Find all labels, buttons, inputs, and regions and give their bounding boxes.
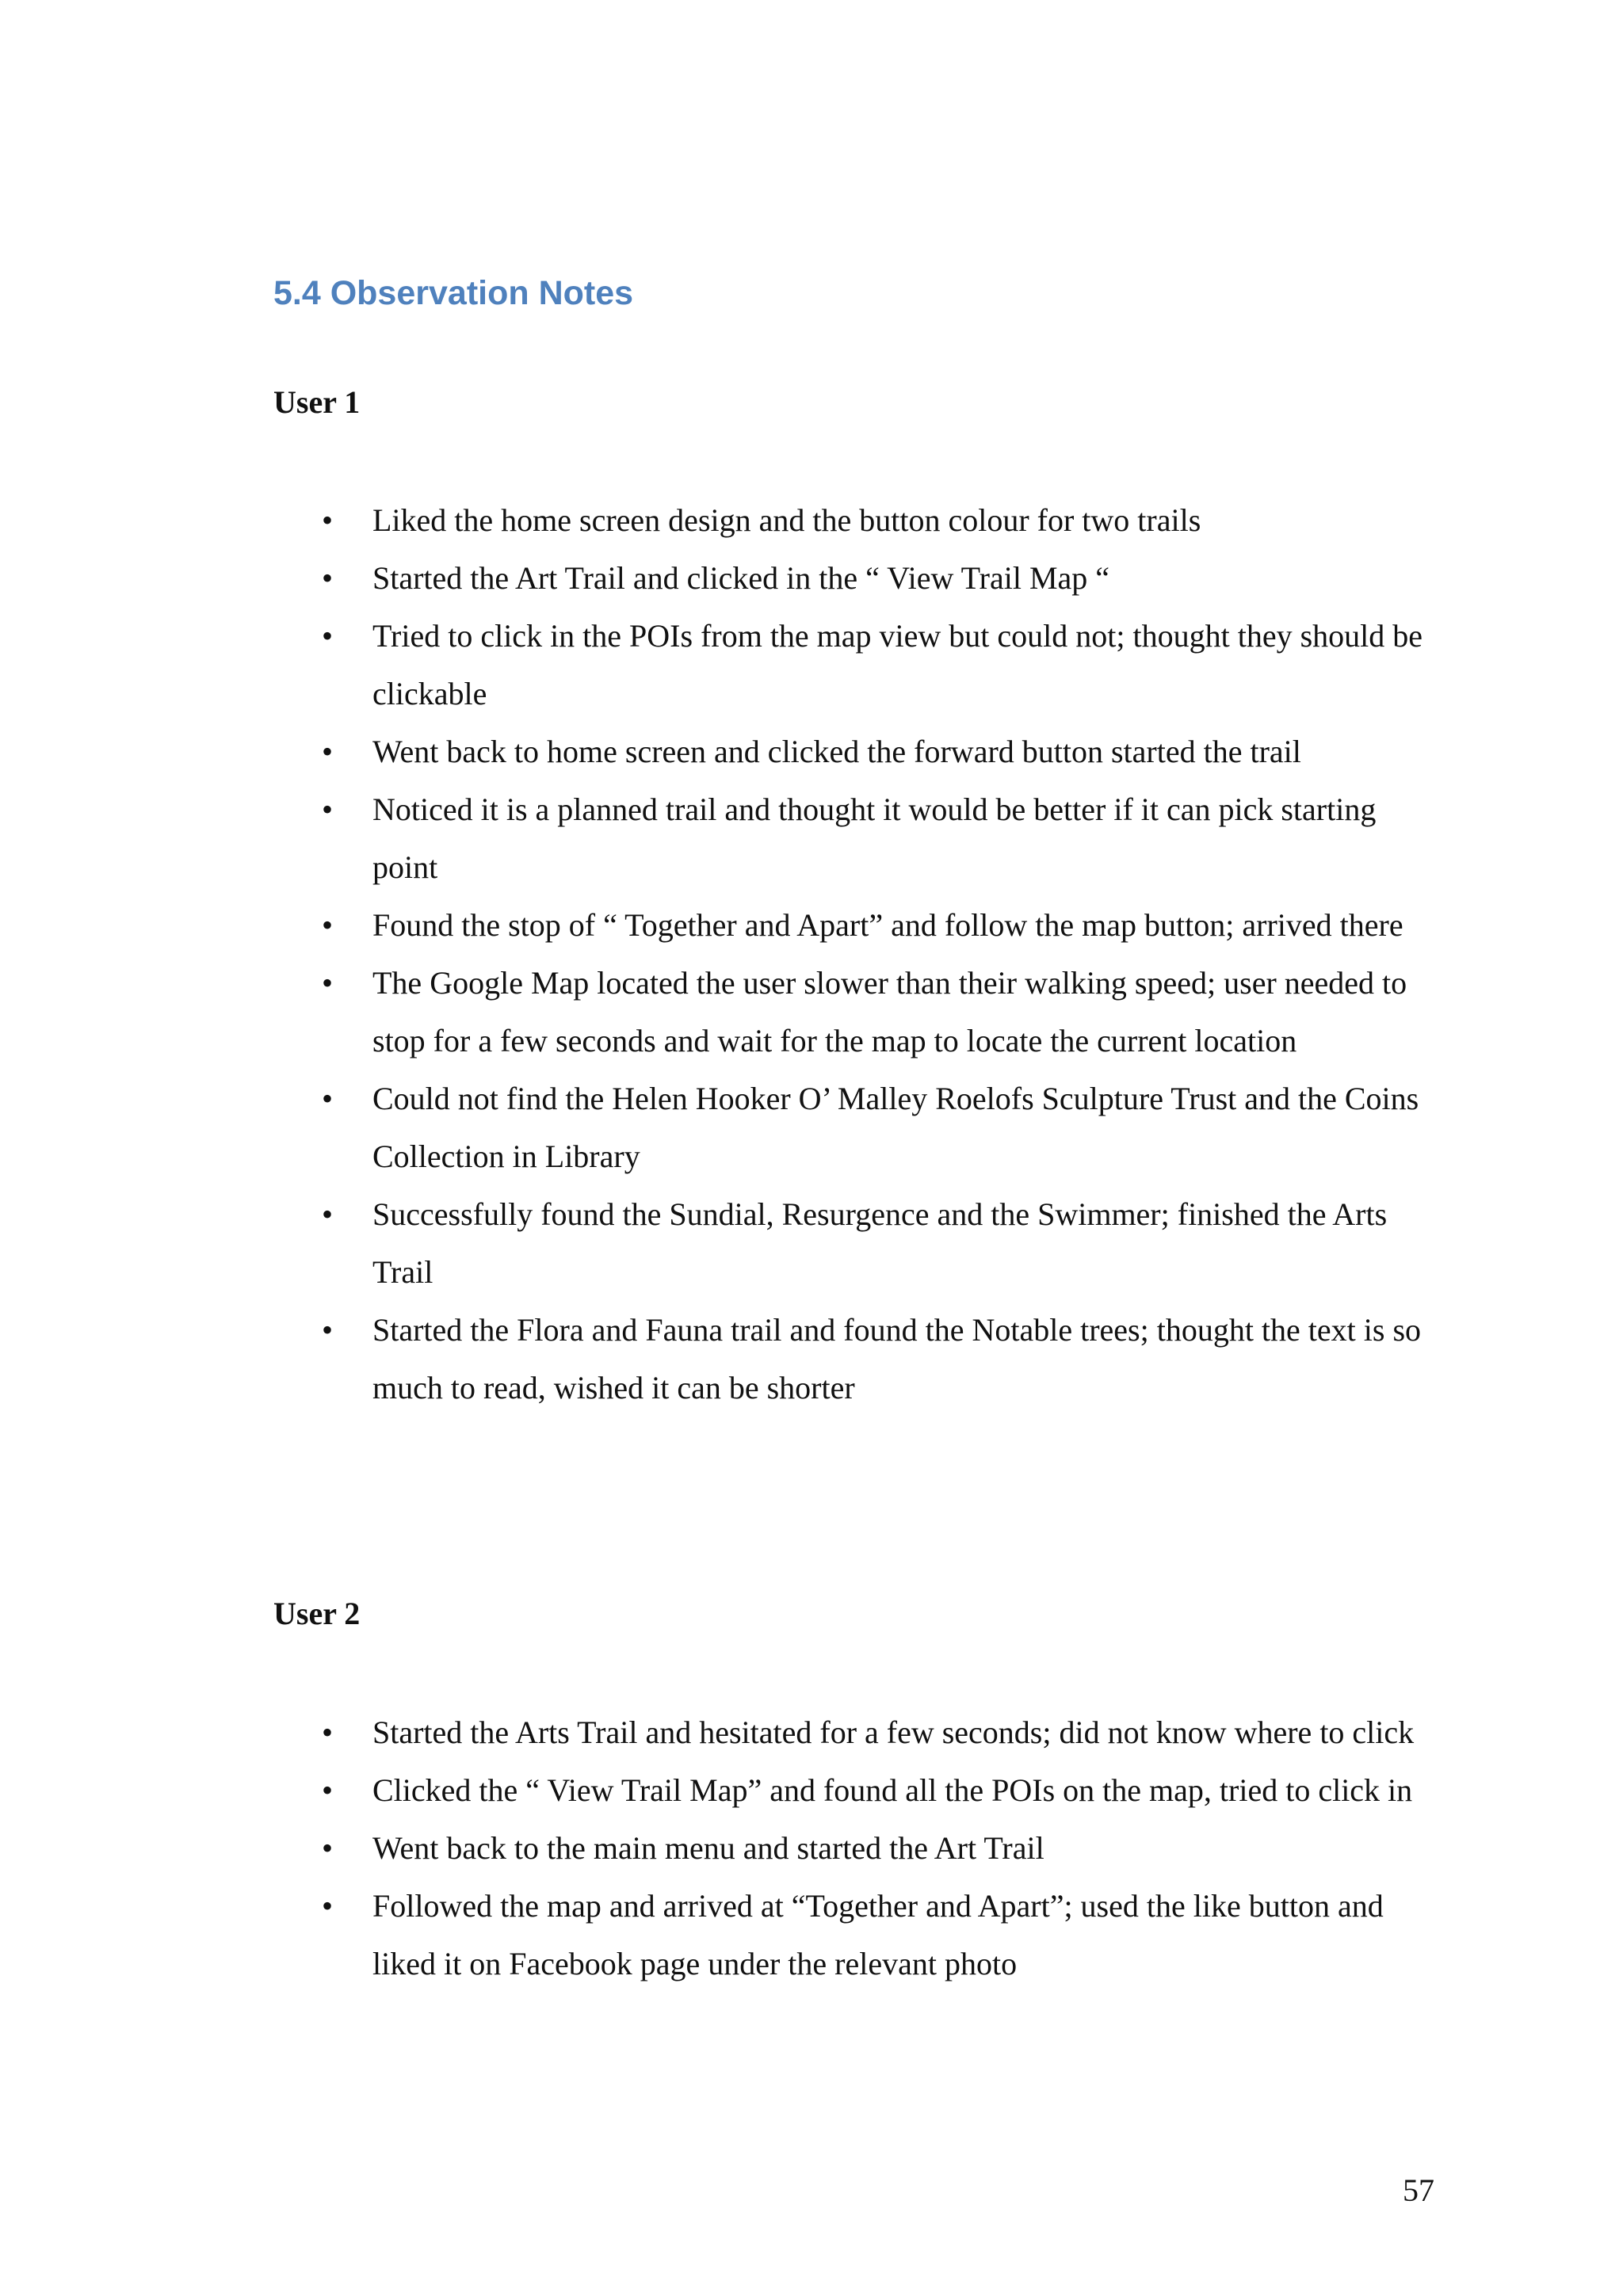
list-item-text: Went back to home screen and clicked the forward button started the trail <box>372 734 1301 769</box>
bullet-icon: • <box>322 502 334 538</box>
bullet-icon: • <box>322 1196 334 1232</box>
bullet-icon: • <box>322 791 334 827</box>
list-item <box>317 491 1442 549</box>
page-number: 57 <box>1403 2172 1434 2208</box>
bullet-icon: • <box>322 618 334 654</box>
list-item-text: Tried to click in the POIs from the map view but could not; thought they should be clickable <box>372 618 1423 711</box>
list-item-text: Started the Arts Trail and hesitated for a few seconds; did not know where to click <box>372 1714 1415 1750</box>
list-item-text: Started the Art Trail and clicked in the “ View Trail Map “ <box>372 560 1110 596</box>
bullet-icon: • <box>322 1772 334 1808</box>
list-item <box>317 1761 1442 1819</box>
list-item-text: The Google Map located the user slower than their walking speed; user needed to stop for a few seconds and wait for the map to locate the current location <box>372 965 1407 1058</box>
list-item <box>317 954 1442 1070</box>
list-item-text: Followed the map and arrived at “Together and Apart”; used the like button and liked it on Facebook page under the relevant photo <box>372 1888 1384 1981</box>
bullet-icon: • <box>322 1312 334 1348</box>
list-item <box>317 1185 1442 1301</box>
bullet-icon: • <box>322 965 334 1001</box>
list-item <box>317 780 1442 896</box>
list-item-text: Noticed it is a planned trail and thought it would be better if it can pick starting point <box>372 791 1377 885</box>
list-item <box>317 1819 1442 1877</box>
list-item-text: Started the Flora and Fauna trail and found the Notable trees; thought the text is so much to read, wished it can be shorter <box>372 1312 1422 1405</box>
list-item <box>317 549 1442 607</box>
bullet-icon: • <box>322 1888 334 1924</box>
bullet-icon: • <box>322 907 334 943</box>
list-item-text: Liked the home screen design and the button colour for two trails <box>372 502 1201 538</box>
list-item <box>317 896 1442 954</box>
bullet-icon: • <box>322 1081 334 1116</box>
user1-observation-list <box>317 491 1442 1417</box>
list-item-text: Went back to the main menu and started the Art Trail <box>372 1830 1044 1866</box>
list-item-text: Successfully found the Sundial, Resurgence and the Swimmer; finished the Arts Trail <box>372 1196 1388 1290</box>
list-item-text: Found the stop of “ Together and Apart” and follow the map button; arrived there <box>372 907 1403 943</box>
bullet-icon: • <box>322 734 334 769</box>
user1-heading: User 1 <box>273 384 361 420</box>
list-item <box>317 1877 1442 1993</box>
list-item <box>317 1301 1442 1417</box>
bullet-icon: • <box>322 560 334 596</box>
section-heading: 5.4 Observation Notes <box>273 274 634 312</box>
user2-heading: User 2 <box>273 1596 361 1631</box>
bullet-icon: • <box>322 1830 334 1866</box>
user2-observation-list <box>317 1703 1442 1993</box>
list-item <box>317 723 1442 780</box>
list-item-text: Clicked the “ View Trail Map” and found all the POIs on the map, tried to click in <box>372 1772 1413 1808</box>
list-item <box>317 1070 1442 1185</box>
bullet-icon: • <box>322 1714 334 1750</box>
list-item-text: Could not find the Helen Hooker O’ Malley Roelofs Sculpture Trust and the Coins Collection in Library <box>372 1081 1419 1174</box>
list-item <box>317 1703 1442 1761</box>
list-item <box>317 607 1442 723</box>
